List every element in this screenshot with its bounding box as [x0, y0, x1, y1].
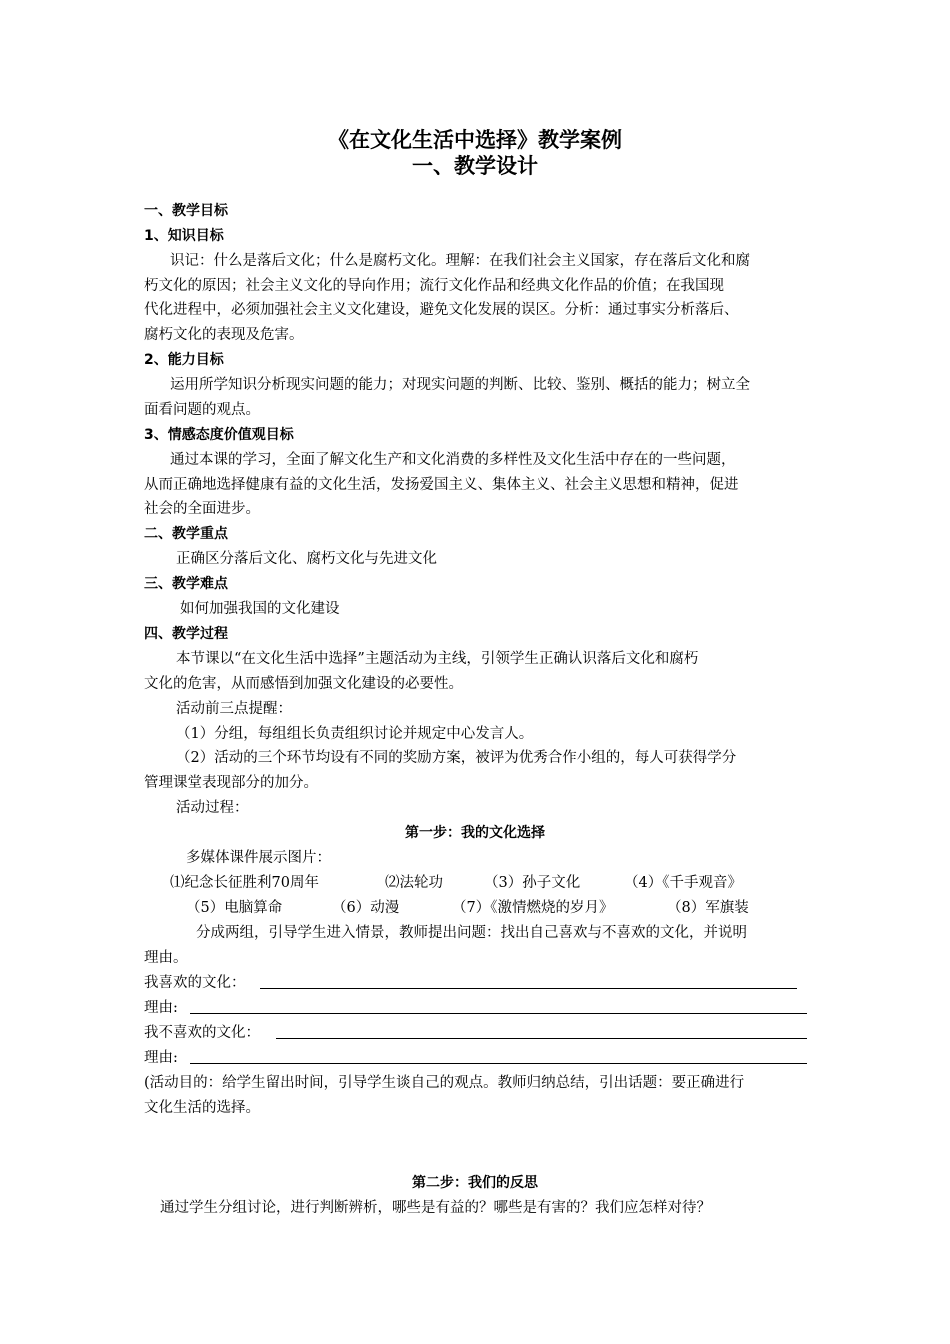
process-line: 文化的危害，从而感悟到加强文化建设的必要性。	[144, 676, 463, 692]
emotion-line: 社会的全面进步。	[144, 501, 260, 517]
process-line: 本节课以“在文化生活中选择”主题活动为主线，引领学生正确认识落后文化和腐朽	[176, 651, 699, 667]
picture-item: （3）孙子文化	[484, 875, 581, 891]
step1-task-line: 分成两组，引导学生进入情景，教师提出问题：找出自己喜欢与不喜欢的文化，并说明	[196, 925, 747, 941]
knowledge-line: 朽文化的原因；社会主义文化的导向作用；流行文化作品和经典文化作品的价值；在我国现	[144, 278, 724, 294]
section-heading-difficult: 三、教学难点	[144, 576, 228, 592]
process-line: 活动前三点提醒：	[176, 701, 292, 717]
document-subtitle: 一、教学设计	[412, 154, 538, 178]
section-heading-goals: 一、教学目标	[144, 203, 228, 219]
step1-task-line: 理由。	[144, 950, 188, 966]
picture-item: （5）电脑算命	[186, 900, 283, 916]
key-point-text: 正确区分落后文化、腐朽文化与先进文化	[176, 551, 437, 567]
ability-line: 面看问题的观点。	[144, 402, 260, 418]
knowledge-line: 腐朽文化的表现及危害。	[144, 327, 304, 343]
difficult-point-text: 如何加强我国的文化建设	[180, 601, 340, 617]
ability-line: 运用所学知识分析现实问题的能力；对现实问题的判断、比较、鉴别、概括的能力；树立全	[170, 377, 750, 393]
picture-item: ⑴纪念长征胜利70周年	[170, 875, 319, 891]
document-title: 《在文化生活中选择》教学案例	[328, 128, 622, 152]
process-line: 管理课堂表现部分的加分。	[144, 775, 318, 791]
process-line: （2）活动的三个环节均设有不同的奖励方案，被评为优秀合作小组的，每人可获得学分	[176, 750, 737, 766]
fill-like-label: 我喜欢的文化：	[144, 975, 246, 991]
section-heading-process: 四、教学过程	[144, 626, 228, 642]
emotion-heading: 3、情感态度价值观目标	[144, 427, 294, 443]
fill-reason-blank[interactable]	[190, 1013, 807, 1014]
section-heading-key: 二、教学重点	[144, 526, 228, 542]
fill-like-blank[interactable]	[260, 988, 797, 989]
fill-reason-label: 理由:	[144, 1050, 178, 1066]
fill-dislike-label: 我不喜欢的文化：	[144, 1025, 260, 1041]
ability-heading: 2、能力目标	[144, 352, 224, 368]
picture-item: ⑵法轮功	[385, 875, 443, 891]
purpose-line: 文化生活的选择。	[144, 1100, 260, 1116]
process-line: （1）分组，每组组长负责组织讨论并规定中心发言人。	[176, 726, 534, 742]
picture-item: （4）《千手观音》	[624, 875, 742, 891]
purpose-line: (活动目的：给学生留出时间，引导学生谈自己的观点。教师归纳总结，引出话题：要正确进行	[144, 1075, 745, 1091]
step2-text: 通过学生分组讨论，进行判断辨析，哪些是有益的？哪些是有害的？我们应怎样对待？	[160, 1200, 711, 1216]
emotion-line: 通过本课的学习，全面了解文化生产和文化消费的多样性及文化生活中存在的一些问题，	[170, 452, 736, 468]
fill-reason-blank[interactable]	[190, 1063, 807, 1064]
knowledge-line: 识记：什么是落后文化；什么是腐朽文化。理解：在我们社会主义国家，存在落后文化和腐	[170, 253, 750, 269]
emotion-line: 从而正确地选择健康有益的文化生活，发扬爱国主义、集体主义、社会主义思想和精神，促进	[144, 477, 739, 493]
process-line: 活动过程：	[176, 800, 249, 816]
picture-item: （8）军旗装	[667, 900, 749, 916]
knowledge-heading: 1、知识目标	[144, 228, 224, 244]
step1-title: 第一步：我的文化选择	[405, 825, 545, 841]
step2-title: 第二步：我们的反思	[412, 1175, 538, 1191]
fill-reason-label: 理由:	[144, 1000, 178, 1016]
picture-item: （6）动漫	[332, 900, 400, 916]
knowledge-line: 代化进程中，必须加强社会主义文化建设，避免文化发展的误区。分析：通过事实分析落后、	[144, 302, 739, 318]
picture-item: （7）《激情燃烧的岁月》	[452, 900, 614, 916]
step1-intro: 多媒体课件展示图片：	[186, 850, 331, 866]
fill-dislike-blank[interactable]	[276, 1038, 807, 1039]
